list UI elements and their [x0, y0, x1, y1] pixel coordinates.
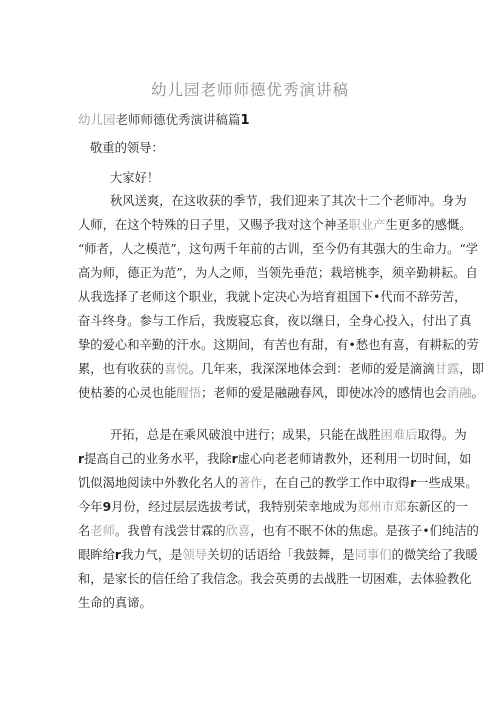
salutation	[90, 140, 450, 156]
text-run: r	[231, 452, 238, 466]
text-run: 生命的真谛。	[78, 596, 152, 610]
paragraph-line	[78, 595, 438, 611]
text-run: 奋斗终身。参与工作后，我废寝忘食，夜以继日，全身心投入，付出了真	[78, 314, 472, 328]
text-run: 大家好！	[110, 171, 160, 185]
text-run: 。几年来，我深深地体会到：老师的爱是滴滴	[188, 362, 435, 376]
text-run: 人师，在这个特殊的日子里，又赐予我对这个神圣	[78, 218, 349, 232]
text-run: 饥似渴地阅读中外教化名人的	[78, 476, 238, 490]
document-title: 幼儿园老师师德优秀演讲稿	[150, 81, 349, 99]
text-run: 从我选择了老师这个职业，我就卜定决心为培育祖国下•代而不辞劳苦，	[78, 290, 467, 304]
text-run: ；老师的爱是融融春风，即使冰冷的感情也会	[201, 386, 447, 400]
paragraph-line	[78, 361, 484, 377]
paragraph-line	[78, 313, 472, 329]
text-run: 取得。为	[417, 428, 467, 442]
paragraph-line	[78, 523, 479, 539]
paragraph-line	[78, 451, 472, 467]
text-run: 今年	[78, 500, 103, 514]
text-run: 郑州市郑	[357, 500, 407, 514]
heading-number: 1	[240, 113, 250, 128]
text-run: 生更多的感慨。	[385, 218, 472, 232]
text-run: 眼眸给	[78, 548, 115, 562]
text-run: 。我曾有浅尝甘霖的	[114, 524, 226, 538]
text-run: 和，是家长的信任给了我信念。我会英勇的去战胜一切困难，去体验教化	[78, 572, 472, 586]
text-run: 的微笑给了我暖	[391, 548, 478, 562]
text-run: 提高自己的业务水平，我除	[84, 452, 232, 466]
text-run: 职业产	[348, 218, 386, 232]
text-run: 。	[471, 386, 484, 400]
text-run: 消融	[446, 386, 472, 400]
text-run: ，也有不眠不休的焦虑。是孩子•们纯洁的	[250, 524, 479, 538]
section-heading	[78, 110, 250, 128]
heading-part: 幼儿园	[78, 112, 116, 127]
text-run: 东新区的一	[406, 500, 468, 514]
text-run: 困难后	[380, 428, 418, 442]
text-run: 甘露	[434, 362, 460, 376]
text-run: ，在自己的教学工作中取得	[262, 476, 411, 490]
text-run: 月份，经过层层选拔考试，我特别荣幸地成为	[111, 500, 358, 514]
text-run: 领导	[182, 548, 208, 562]
paragraph-line	[78, 385, 484, 401]
text-run: 名	[78, 524, 91, 538]
paragraph-line	[78, 265, 478, 281]
paragraph-line	[78, 289, 467, 305]
paragraph-line	[110, 193, 470, 209]
greeting	[110, 170, 470, 186]
text-run: ，即	[459, 362, 484, 376]
text-run: 同事们	[354, 548, 392, 562]
text-run: 9	[102, 500, 112, 514]
text-run: 老师	[90, 524, 115, 538]
text-run: 高为师，德正为范”，为人之师，当领先垂范；栽培桃李，须辛勤耕耘。自	[78, 266, 478, 280]
text-run: 醒悟	[176, 386, 201, 400]
paragraph-line	[78, 475, 478, 491]
text-run: 秋风送爽，在这收获的季节，我们迎来了其次十二个老师冲。身为	[110, 194, 467, 208]
text-run: r	[114, 548, 121, 562]
paragraph-line	[78, 337, 479, 353]
paragraph-line	[78, 217, 472, 233]
text-run: 敬重的领导：	[90, 141, 164, 155]
paragraph-line	[78, 547, 478, 563]
heading-part: 老师师德优秀演讲稿篇	[115, 112, 241, 127]
text-run: 一些成果。	[416, 476, 478, 490]
paragraph-line	[78, 499, 468, 515]
text-run: 使枯萎的心灵也能	[78, 386, 177, 400]
text-run: 我力气，是	[120, 548, 183, 562]
text-run: r	[410, 476, 417, 490]
text-run: 挚的爱心和辛勤的汗水。这期间，有苦也有甜，有•愁也有喜，有耕耘的劳	[78, 338, 479, 352]
text-run: 关切的话语给「我鼓舞，是	[207, 548, 355, 562]
paragraph-line	[78, 241, 479, 257]
text-run: 虚心向老老师请教外，还利用一切时间，如	[237, 452, 472, 466]
text-run: 喜悦	[164, 362, 189, 376]
text-run: 开拓，总是在乘风破浪中进行；成果，只能在战胜	[110, 428, 381, 442]
text-run: “师者，人之模范”，这句两千年前的古训，至今仍有其强大的生命力。“学	[78, 242, 479, 256]
text-run: 累，也有收获的	[78, 362, 165, 376]
text-run: 著作	[237, 476, 263, 490]
text-run: r	[78, 452, 85, 466]
text-run: 欣喜	[225, 524, 251, 538]
paragraph-line	[110, 427, 470, 443]
paragraph-line	[78, 571, 472, 587]
